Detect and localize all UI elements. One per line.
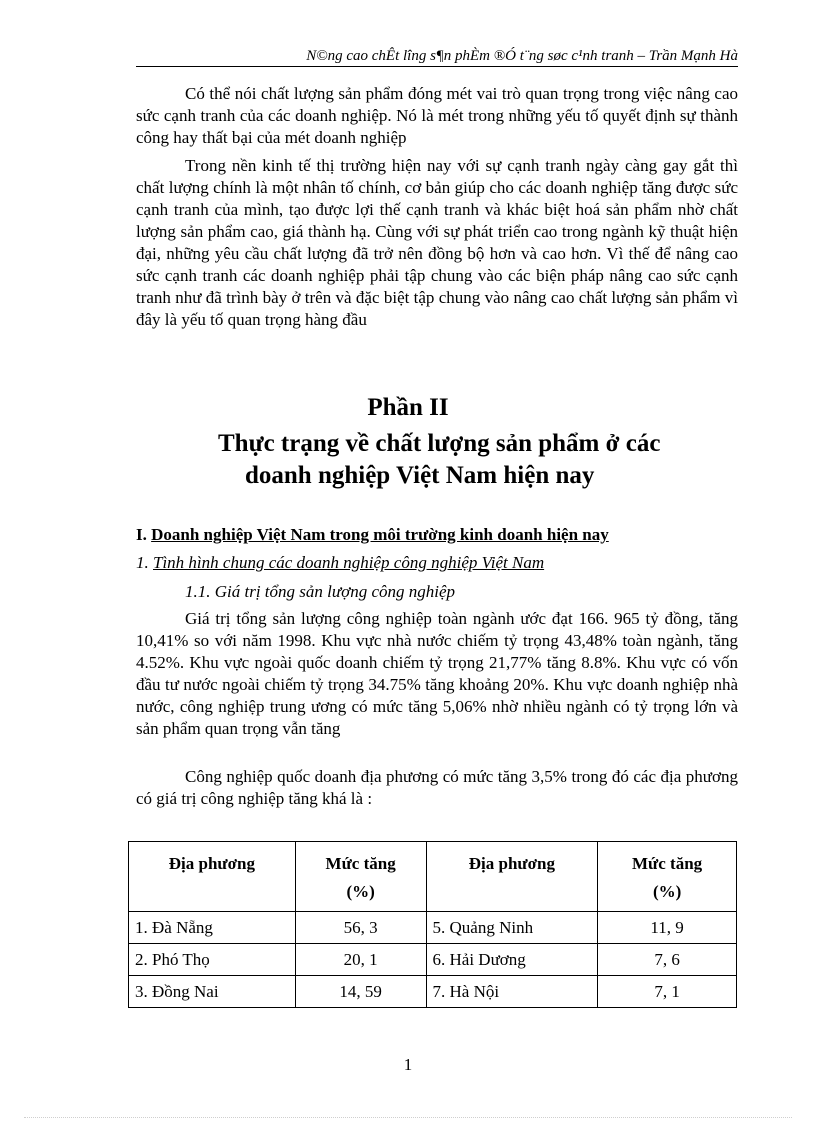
header-region-1 xyxy=(129,842,296,912)
table-cell: 5. Quảng Ninh xyxy=(426,912,598,944)
header-text: N©ng cao chÊt lîng s¶n phÈm ®Ó t¨ng søc c¹nh tranh – Trần Mạnh Hà xyxy=(306,48,738,64)
page-number: 1 xyxy=(403,1055,413,1074)
section-heading-2 xyxy=(136,553,544,573)
section-heading-1 xyxy=(136,525,609,545)
section-heading-3: 1.1. Giá trị tổng sản lượng công nghiệp xyxy=(185,582,456,601)
growth-table xyxy=(128,841,737,1008)
table-row xyxy=(129,912,737,944)
part-title: Phần II xyxy=(367,394,449,421)
page-bottom-divider xyxy=(24,1117,792,1118)
table-cell: 6. Hải Dương xyxy=(426,944,598,976)
section-title-1: Doanh nghiệp Việt Nam trong môi trường kinh doanh hiện nay xyxy=(151,525,609,544)
header-region-2-label: Địa phương xyxy=(468,854,555,873)
table-row xyxy=(129,944,737,976)
header-growth-1-unit: (%) xyxy=(346,882,375,901)
paragraph-4: Công nghiệp quốc doanh địa phương có mức tăng 3,5% trong đó các địa phương có giá trị công nghiệp tăng khá là : xyxy=(136,767,738,808)
header-growth-2-unit: (%) xyxy=(652,882,682,901)
section-number-2: 1. xyxy=(136,553,153,572)
table-header-row xyxy=(129,842,737,912)
section-number-1: I. xyxy=(136,525,152,544)
part-subtitle-line-2: doanh nghiệp Việt Nam hiện nay xyxy=(245,462,595,489)
header-region-2 xyxy=(426,842,598,912)
header-region-1-label: Địa phương xyxy=(168,854,255,873)
table-cell: 14, 59 xyxy=(295,976,426,1008)
table-cell: 7, 1 xyxy=(598,976,737,1008)
header-growth-1-label: Mức tăng xyxy=(325,854,396,873)
part-subtitle-line-1: Thực trạng về chất lượng sản phẩm ở các xyxy=(218,430,661,457)
table-cell: 7, 6 xyxy=(598,944,737,976)
page-header xyxy=(136,44,738,67)
paragraph-1: Có thể nói chất lượng sản phẩm đóng mét vai trò quan trọng trong việc nâng cao sức cạnh tranh của các doanh nghiệp. Nó là mét trong những yếu tố quyết định sự thành công hay thất bại của mét doanh nghiệp xyxy=(136,84,738,147)
table-cell: 1. Đà Nẵng xyxy=(129,912,296,944)
header-growth-2-label: Mức tăng xyxy=(632,854,703,873)
paragraph-2: Trong nền kinh tế thị trường hiện nay với sự cạnh tranh ngày càng gay gắt thì chất lượng chính là một nhân tố chính, cơ bản giúp cho các doanh nghiệp tăng được sức cạnh tranh của mình, tạo được lợi thế cạnh tranh và khác biệt hoá sản phẩm nhờ chất lượng sản phẩm cao, giá thành hạ. Cùng với sự phát triển cao trong ngành kỹ thuật hiện đại, những yêu cầu chất lượng đã trở nên đồng bộ hơn và cao hơn. Vì thế để nâng cao sức cạnh tranh các doanh nghiệp phải tập chung vào các biện pháp nâng cao sức cạnh tranh như đã trình bày ở trên và đặc biệt tập chung vào nâng cao chất lượng sản phẩm vì đây là yếu tố quan trọng hàng đầu xyxy=(136,156,738,329)
table-cell: 20, 1 xyxy=(295,944,426,976)
table-cell: 2. Phó Thọ xyxy=(129,944,296,976)
section-title-2: Tình hình chung các doanh nghiệp công nghiệp Việt Nam xyxy=(153,553,545,572)
table-cell: 56, 3 xyxy=(295,912,426,944)
paragraph-3: Giá trị tổng sản lượng công nghiệp toàn ngành ước đạt 166. 965 tỷ đồng, tăng 10,41% so với năm 1998. Khu vực nhà nước chiếm tỷ trọng 43,48% toàn ngành, tăng 4.52%. Khu vực ngoài quốc doanh chiếm tỷ trọng 21,77% tăng 8.8%. Khu vực có vốn đầu tư nước ngoài chiếm tỷ trọng 34.75% tăng khoảng 20%. Khu vực doanh nghiệp nhà nước, công nghiệp trung ương có mức tăng 5,06% nhờ nhiều ngành có tỷ trọng lớn và sản phẩm quan trọng vẫn tăng xyxy=(136,609,738,738)
header-growth-1 xyxy=(295,842,426,912)
header-growth-2 xyxy=(598,842,737,912)
table-row xyxy=(129,976,737,1008)
table-cell: 7. Hà Nội xyxy=(426,976,598,1008)
table-cell: 11, 9 xyxy=(598,912,737,944)
table-cell: 3. Đồng Nai xyxy=(129,976,296,1008)
